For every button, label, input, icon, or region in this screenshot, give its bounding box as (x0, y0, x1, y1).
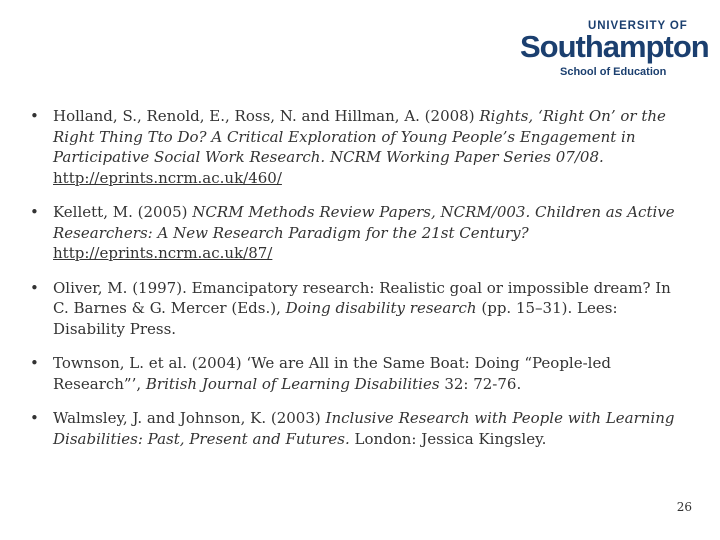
reference-title: Inclusive Research with People with Learning Disabilities: Past, Present and Futures. (53, 409, 675, 448)
reference-text: Holland, S., Renold, E., Ross, N. and Hillman, A. (2008) (53, 107, 480, 125)
reference-item (30, 353, 690, 394)
reference-link[interactable]: http://eprints.ncrm.ac.uk/460/ (53, 168, 282, 187)
reference-title: Rights, ‘Right On’ or the Right Thing Tto Do? A Critical Exploration of Young People’s Engagement in Participative Social Work Research. NCRM Working Paper Series 07/08. (53, 107, 666, 166)
reference-suffix: 32: 72-76. (439, 374, 522, 393)
reference-text: Oliver, M. (1997). Emancipatory research: Realistic goal or impossible dream? In C. Barnes & G. Mercer (Eds.), (53, 278, 671, 317)
reference-item (30, 106, 690, 188)
reference-title: Doing disability research (285, 299, 477, 317)
reference-suffix: (pp. 15–31). Lees: Disability Press. (53, 299, 618, 338)
bullet-icon: • (30, 354, 39, 372)
reference-item (30, 278, 690, 340)
logo-school: School of Education (560, 66, 667, 78)
logo-university-of: UNIVERSITY OF (588, 20, 688, 32)
reference-text: Walmsley, J. and Johnson, K. (2003) (53, 409, 326, 427)
page-number: 26 (676, 500, 692, 514)
reference-text: Townson, L. et al. (2004) ‘We are All in the Same Boat: Doing “People-led Research”’, (53, 354, 611, 393)
bullet-icon: • (30, 278, 39, 297)
reference-text: Kellett, M. (2005) (53, 203, 193, 221)
university-logo (520, 20, 709, 79)
reference-suffix: London: Jessica Kingsley. (349, 429, 547, 448)
bullet-icon: • (30, 203, 39, 221)
logo-name: Southampton (520, 29, 709, 64)
reference-title: British Journal of Learning Disabilities (145, 374, 440, 393)
reference-item (30, 202, 690, 264)
bullet-icon: • (30, 409, 39, 427)
reference-title: NCRM Methods Review Papers, NCRM/003. Children as Active Researchers: A New Research Paradigm for the 21st Century? (53, 203, 675, 242)
reference-link[interactable]: http://eprints.ncrm.ac.uk/87/ (53, 244, 273, 262)
bullet-icon: • (30, 107, 39, 125)
reference-list (30, 106, 690, 463)
reference-item (30, 408, 690, 449)
